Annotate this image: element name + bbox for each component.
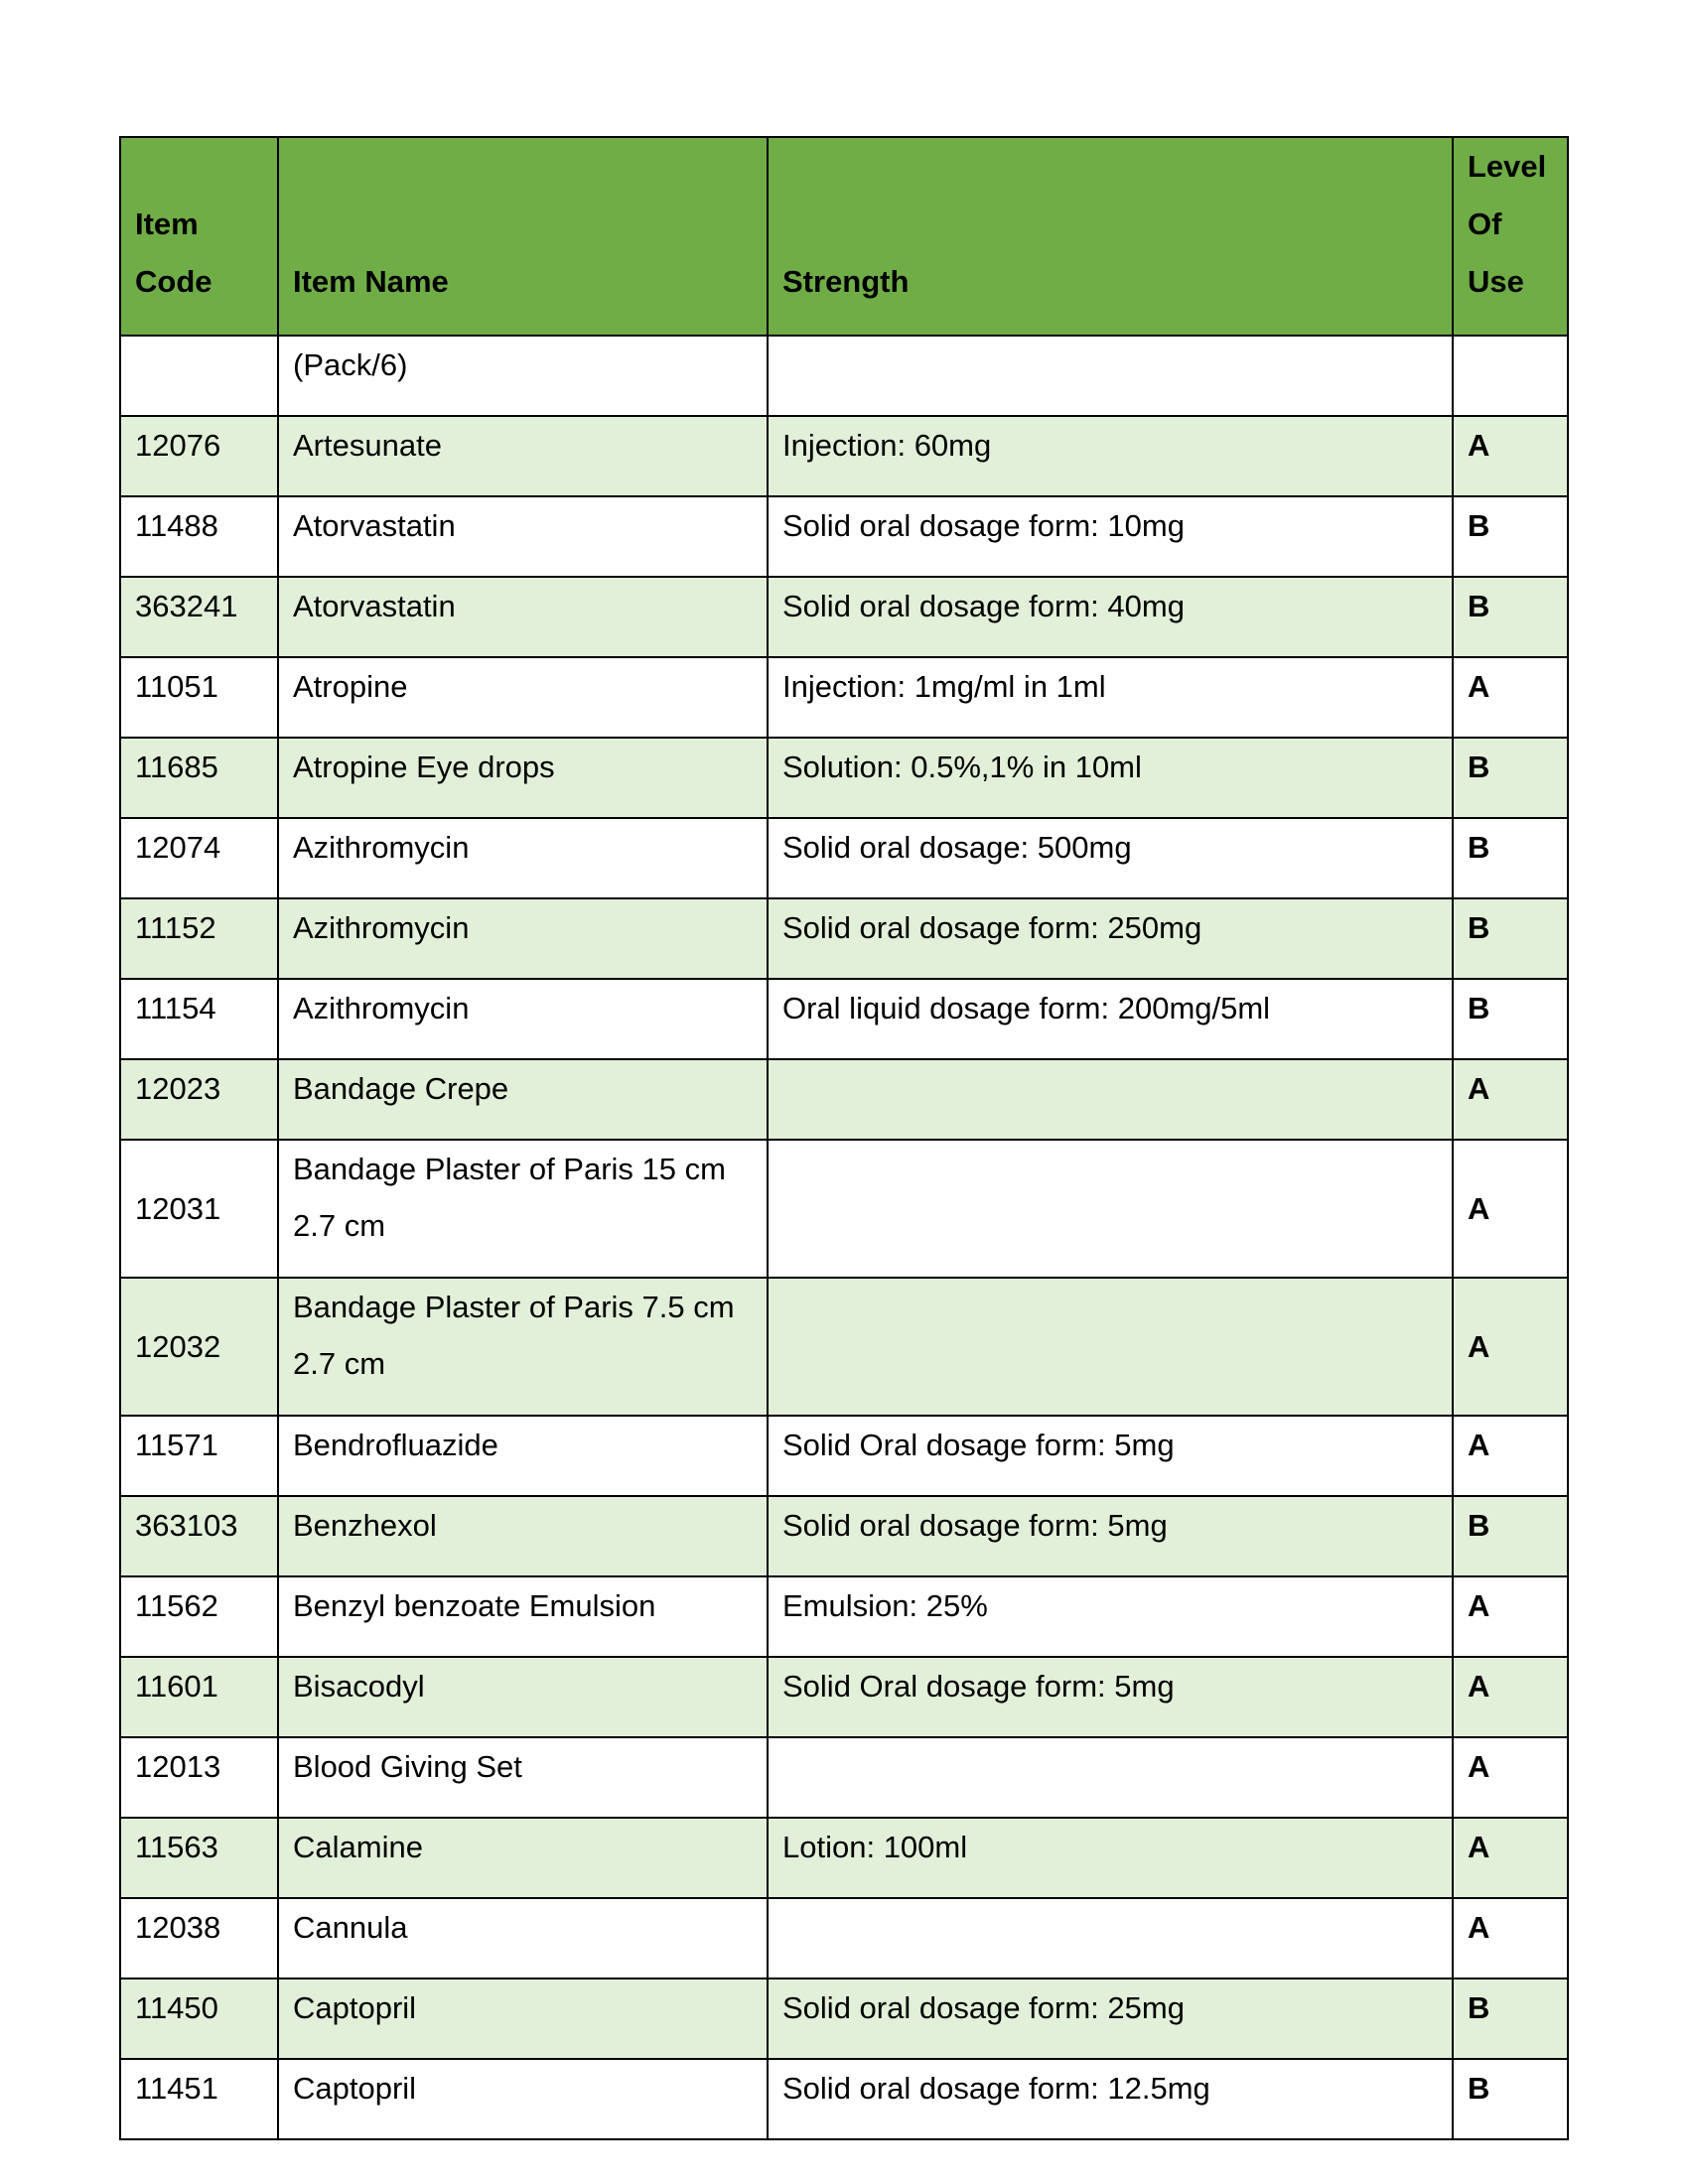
item-code-cell: 12031 <box>120 1140 278 1278</box>
table-row <box>120 577 1568 657</box>
level-of-use-cell: A <box>1453 1576 1568 1657</box>
item-name-cell: Azithromycin <box>278 898 768 979</box>
header-strength: Strength <box>768 137 1453 336</box>
table-header-row <box>120 137 1568 336</box>
level-of-use-cell: B <box>1453 898 1568 979</box>
strength-cell <box>768 1140 1453 1278</box>
strength-cell: Solid oral dosage form: 40mg <box>768 577 1453 657</box>
level-of-use-cell: B <box>1453 1979 1568 2059</box>
item-name-cell: Atropine <box>278 657 768 738</box>
table-row <box>120 1898 1568 1979</box>
strength-cell: Injection: 60mg <box>768 416 1453 496</box>
item-name-cell: Captopril <box>278 2059 768 2139</box>
item-name-cell: Azithromycin <box>278 818 768 898</box>
header-level-of-use: Level Of Use <box>1453 137 1568 336</box>
level-of-use-cell: A <box>1453 416 1568 496</box>
level-of-use-cell: B <box>1453 738 1568 818</box>
table-row <box>120 738 1568 818</box>
strength-cell: Solid oral dosage form: 250mg <box>768 898 1453 979</box>
item-code-cell: 11571 <box>120 1416 278 1496</box>
item-code-cell: 11685 <box>120 738 278 818</box>
strength-cell: Solid oral dosage form: 10mg <box>768 496 1453 577</box>
table-row <box>120 496 1568 577</box>
strength-cell: Emulsion: 25% <box>768 1576 1453 1657</box>
level-of-use-cell: A <box>1453 657 1568 738</box>
table-row <box>120 1416 1568 1496</box>
table-row <box>120 1657 1568 1737</box>
strength-cell <box>768 1898 1453 1979</box>
table-row <box>120 336 1568 416</box>
table-row <box>120 1278 1568 1416</box>
item-code-cell: 12023 <box>120 1059 278 1140</box>
level-of-use-cell: A <box>1453 1140 1568 1278</box>
strength-cell: Injection: 1mg/ml in 1ml <box>768 657 1453 738</box>
item-name-cell: Bisacodyl <box>278 1657 768 1737</box>
strength-cell: Solution: 0.5%,1% in 10ml <box>768 738 1453 818</box>
table-row <box>120 2059 1568 2139</box>
item-name-cell: Artesunate <box>278 416 768 496</box>
item-code-cell: 11051 <box>120 657 278 738</box>
table-row <box>120 1576 1568 1657</box>
item-code-cell: 11451 <box>120 2059 278 2139</box>
item-code-cell: 11154 <box>120 979 278 1059</box>
item-name-cell: (Pack/6) <box>278 336 768 416</box>
level-of-use-cell: B <box>1453 818 1568 898</box>
item-name-cell: Blood Giving Set <box>278 1737 768 1818</box>
item-name-cell: Cannula <box>278 1898 768 1979</box>
item-code-cell: 11601 <box>120 1657 278 1737</box>
item-name-cell: Atorvastatin <box>278 577 768 657</box>
item-code-cell: 11562 <box>120 1576 278 1657</box>
strength-cell <box>768 1737 1453 1818</box>
level-of-use-cell: A <box>1453 1657 1568 1737</box>
level-of-use-cell: A <box>1453 1898 1568 1979</box>
table-row <box>120 818 1568 898</box>
item-name-cell: Bandage Plaster of Paris 7.5 cm 2.7 cm <box>278 1278 768 1416</box>
item-code-cell: 12038 <box>120 1898 278 1979</box>
strength-cell <box>768 1278 1453 1416</box>
item-code-cell: 363103 <box>120 1496 278 1576</box>
level-of-use-cell: B <box>1453 577 1568 657</box>
item-name-cell: Azithromycin <box>278 979 768 1059</box>
strength-cell: Oral liquid dosage form: 200mg/5ml <box>768 979 1453 1059</box>
item-name-cell: Bendrofluazide <box>278 1416 768 1496</box>
level-of-use-cell: B <box>1453 496 1568 577</box>
item-code-cell: 363241 <box>120 577 278 657</box>
level-of-use-cell: B <box>1453 2059 1568 2139</box>
strength-cell: Solid oral dosage form: 12.5mg <box>768 2059 1453 2139</box>
table-row <box>120 1496 1568 1576</box>
level-of-use-cell: A <box>1453 1416 1568 1496</box>
item-name-cell: Calamine <box>278 1818 768 1898</box>
item-code-cell: 12074 <box>120 818 278 898</box>
table-row <box>120 1140 1568 1278</box>
table-row <box>120 416 1568 496</box>
table-row <box>120 1059 1568 1140</box>
strength-cell: Solid oral dosage: 500mg <box>768 818 1453 898</box>
item-name-cell: Atorvastatin <box>278 496 768 577</box>
item-code-cell: 12076 <box>120 416 278 496</box>
strength-cell <box>768 336 1453 416</box>
item-code-cell <box>120 336 278 416</box>
strength-cell <box>768 1059 1453 1140</box>
item-code-cell: 12013 <box>120 1737 278 1818</box>
level-of-use-cell: A <box>1453 1737 1568 1818</box>
essential-items-table <box>119 136 1569 2140</box>
item-code-cell: 11450 <box>120 1979 278 2059</box>
item-name-cell: Benzyl benzoate Emulsion <box>278 1576 768 1657</box>
item-name-cell: Benzhexol <box>278 1496 768 1576</box>
item-name-cell: Bandage Crepe <box>278 1059 768 1140</box>
header-item-code: Item Code <box>120 137 278 336</box>
level-of-use-cell: B <box>1453 979 1568 1059</box>
table-row <box>120 898 1568 979</box>
item-code-cell: 11152 <box>120 898 278 979</box>
strength-cell: Lotion: 100ml <box>768 1818 1453 1898</box>
table-row <box>120 657 1568 738</box>
strength-cell: Solid oral dosage form: 5mg <box>768 1496 1453 1576</box>
table-row <box>120 979 1568 1059</box>
level-of-use-cell <box>1453 336 1568 416</box>
strength-cell: Solid Oral dosage form: 5mg <box>768 1657 1453 1737</box>
item-name-cell: Captopril <box>278 1979 768 2059</box>
strength-cell: Solid oral dosage form: 25mg <box>768 1979 1453 2059</box>
level-of-use-cell: B <box>1453 1496 1568 1576</box>
strength-cell: Solid Oral dosage form: 5mg <box>768 1416 1453 1496</box>
level-of-use-cell: A <box>1453 1818 1568 1898</box>
level-of-use-cell: A <box>1453 1278 1568 1416</box>
item-code-cell: 12032 <box>120 1278 278 1416</box>
table-row <box>120 1818 1568 1898</box>
item-name-cell: Atropine Eye drops <box>278 738 768 818</box>
item-code-cell: 11488 <box>120 496 278 577</box>
item-name-cell: Bandage Plaster of Paris 15 cm 2.7 cm <box>278 1140 768 1278</box>
header-item-name: Item Name <box>278 137 768 336</box>
table-row <box>120 1979 1568 2059</box>
item-code-cell: 11563 <box>120 1818 278 1898</box>
table-row <box>120 1737 1568 1818</box>
level-of-use-cell: A <box>1453 1059 1568 1140</box>
